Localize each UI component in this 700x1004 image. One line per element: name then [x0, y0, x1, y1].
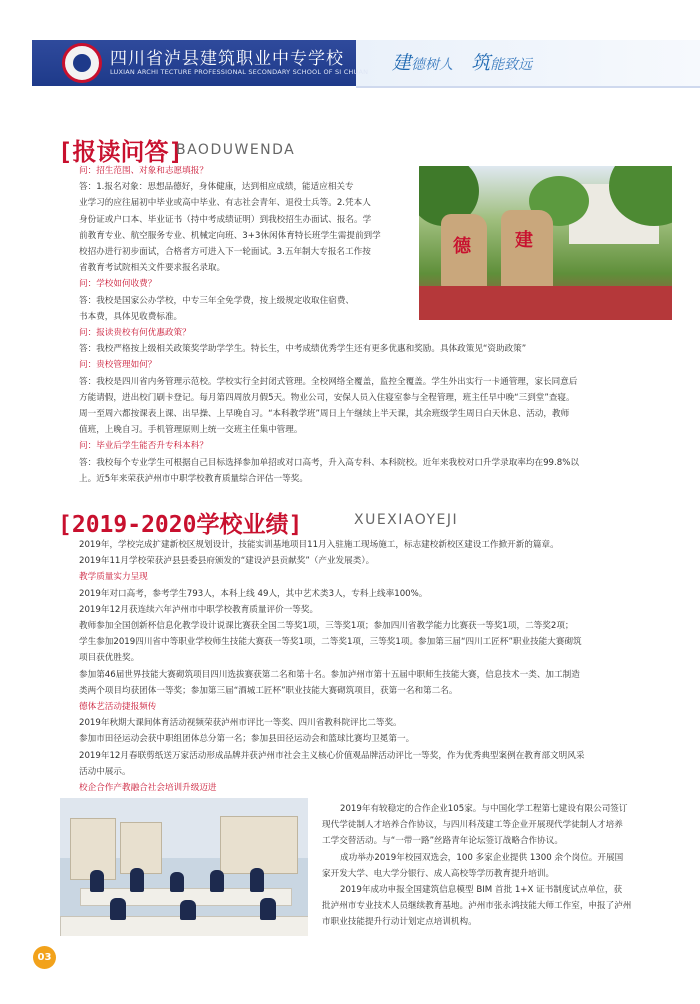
section2-subtitle: XUEXIAOYEJI — [354, 512, 459, 528]
highlight-heading: 校企合作产教融合社会培训升级迈进 — [79, 783, 217, 794]
motto-b-big: 筑 — [471, 52, 491, 74]
school-motto — [392, 48, 532, 75]
text-line: 参加第46届世界技能大赛砌筑项目四川选拔赛获第二名和第十名。参加泸州市第十五届中职师生技能大赛，信息技术一类、加工制造 — [79, 669, 580, 680]
motto-a-small: 德树人 — [411, 57, 454, 73]
text-line: 答：我校是四川省内务管理示范校。学校实行全封闭式管理。全校网络全覆盖，监控全覆盖。学生外出实行一卡通管理，家长同意后 — [79, 376, 578, 387]
text-line: 成功举办2019年校园双选会，100 多家企业提供 1300 余个岗位。开展国 — [340, 852, 624, 863]
photo-student — [260, 898, 276, 920]
text-line: 项目获优胜奖。 — [79, 653, 140, 664]
photo-student — [180, 900, 196, 920]
text-line: 2019年成功申报全国建筑信息模型 BIM 首批 1+X 证书制度试点单位，获 — [340, 885, 623, 896]
photo-shelf — [220, 816, 298, 874]
text-line: 2019年11月学校荣获泸县县委县府颁发的“建设泸县贡献奖”（产业发展类）。 — [79, 556, 375, 567]
text-line: 省教育考试院相关文件要求报名录取。 — [79, 263, 226, 274]
text-line: 类两个项目均获团体一等奖；参加第三届“酒城工匠杯”职业技能大赛砌筑项目，获第一名和第二名。 — [79, 685, 458, 696]
library-students-photo — [60, 798, 308, 936]
text-line: 教师参加全国创新杯信息化教学设计说课比赛获全国二等奖1项，三等奖1项；参加四川省教学能力比赛获一等奖1项，二等奖2项； — [79, 621, 574, 632]
text-line: 市职业技能提升行动计划定点培训机构。 — [322, 917, 477, 928]
text-line: 2019年有较稳定的合作企业105家。与中国化学工程第七建设有限公司签订 — [340, 804, 628, 814]
text-line: 值班，上晚自习。手机管理原则上统一交班主任集中管理。 — [79, 425, 303, 436]
text-line: 答：我校是国家公办学校，中专三年全免学费，按上级规定收取住宿费、 — [79, 295, 355, 306]
photo-student — [210, 870, 224, 892]
section1-text — [61, 163, 673, 487]
text-line: 家开发大学、电大学分银行、成人高校等学历教育提升培训。 — [322, 868, 555, 879]
text-line: 参加市田径运动会获中职组团体总分第一名；参加县田径运动会和篮球比赛均卫冕第一。 — [79, 734, 415, 745]
question-line: 问：贵校管理如何？ — [79, 360, 157, 371]
section1-subtitle: BAODUWENDA — [176, 142, 296, 158]
question-line: 问：毕业后学生能否升专科本科？ — [79, 441, 208, 452]
text-line: 2019年对口高考，参考学生793人，本科上线 49人，其中艺术类3人，专科上线率100%。 — [79, 588, 428, 599]
stone-char-right: 建 — [515, 230, 533, 251]
motto-a-big: 建 — [392, 52, 412, 74]
question-line: 问：学校如何收费？ — [79, 279, 157, 290]
text-line: 批泸州市专业技术人员继续教育基地。泸州市张永鸿技能大师工作室，申报了泸州 — [322, 901, 632, 912]
text-line: 现代学徒制人才培养合作协议，与四川科茂建工等企业开展现代学徒制人才培养 — [322, 820, 623, 831]
section2-title: [2019-2020学校业绩] — [58, 512, 303, 538]
text-line: 方能请假，进出校门刷卡登记。每月第四周放月假5天。物业公司，安保人员入住寝室参与全程管理，班主任早中晚“三到堂”查寝。 — [79, 392, 575, 403]
text-line: 身份证或户口本、毕业证书（持中考成绩证明）到我校招生办面试、报名。学 — [79, 214, 372, 225]
text-line: 前教育专业、航空服务专业、机械定向班、3+3休闲体育特长班学生需提前到学 — [79, 230, 381, 241]
motto-b-small: 能致远 — [490, 57, 533, 73]
photo-student — [130, 868, 144, 892]
text-line: 答：1.报名对象：思想品德好，身体健康，达到相应成绩，能适应相关专 — [79, 182, 354, 193]
photo-student — [110, 898, 126, 920]
photo-student — [90, 870, 104, 892]
text-line: 学生参加2019四川省中等职业学校师生技能大赛获一等奖1项，二等奖1项，三等奖1项。参加第三届“四川工匠杯”职业技能大赛砌筑 — [79, 637, 582, 648]
section2-right-text — [322, 801, 672, 931]
question-line: 问：报读贵校有何优惠政策？ — [79, 328, 191, 339]
highlight-heading: 教学质量实力呈现 — [79, 572, 148, 583]
photo-student — [170, 872, 184, 892]
page-number: 03 — [33, 946, 56, 969]
text-line: 答：我校每个专业学生可根据自己目标选择参加单招或对口高考，升入高专科、本科院校。近年来我校对口升学录取率均在99.8%以 — [79, 457, 579, 468]
text-line: 工学交替活动。与“一带一路”丝路青年论坛签订战略合作协议。 — [322, 836, 563, 847]
text-line: 2019年，学校完成扩建新校区规划设计，技能实训基地项目11月入驻施工现场施工，标志建校新校区建设工作掀开新的篇章。 — [79, 540, 559, 550]
text-line: 校招办进行初步面试，合格者方可进入下一轮面试。3.五年制大专报名工作按 — [79, 247, 371, 258]
section1-title: [报读问答] — [58, 138, 183, 166]
text-line: 答：我校严格按上级相关政策奖学助学学生。特长生，中考成绩优秀学生还有更多优惠和奖励。具体政策见“资助政策” — [79, 344, 527, 355]
section2-text — [61, 537, 673, 796]
school-logo-icon — [62, 43, 102, 83]
text-line: 周一至周六都按课表上课、出早操、上早晚自习。“本科教学班”周日上午继续上半天课，其余班级学生周日白天休息、活动，教师 — [79, 409, 570, 420]
photo-shelf — [120, 822, 162, 874]
page-header — [0, 0, 700, 100]
photo-student — [250, 868, 264, 892]
text-line: 2019年12月春联剪纸送万家活动形成品牌并获泸州市社会主义核心价值观品牌活动评比一等奖，作为优秀典型案例在教育部文明风采 — [79, 750, 585, 761]
text-line: 业学习的应往届初中毕业或高中毕业、有志社会青年、退役士兵等。2.凭本人 — [79, 198, 371, 209]
text-line: 书本费，具体见收费标准。 — [79, 311, 183, 322]
highlight-heading: 德体艺活动捷报频传 — [79, 702, 157, 713]
text-line: 上。近5年来荣获泸州市中职学校教育质量综合评估一等奖。 — [79, 473, 308, 484]
school-name-en: LUXIAN ARCHI TECTURE PROFESSIONAL SECONDARY SCHOOL OF SI CHUAN — [110, 68, 369, 76]
text-line: 活动中展示。 — [79, 766, 131, 777]
text-line: 2019年秋期大课间体育活动视频荣获泸州市评比一等奖、四川省教科院评比二等奖。 — [79, 718, 402, 729]
stone-char-left: 德 — [453, 236, 471, 257]
text-line: 2019年12月获连续六年泸州市中职学校教育质量评价一等奖。 — [79, 604, 319, 615]
school-name-cn: 四川省泸县建筑职业中专学校 — [110, 49, 344, 69]
question-line: 问：招生范围、对象和志愿填报？ — [79, 166, 208, 176]
